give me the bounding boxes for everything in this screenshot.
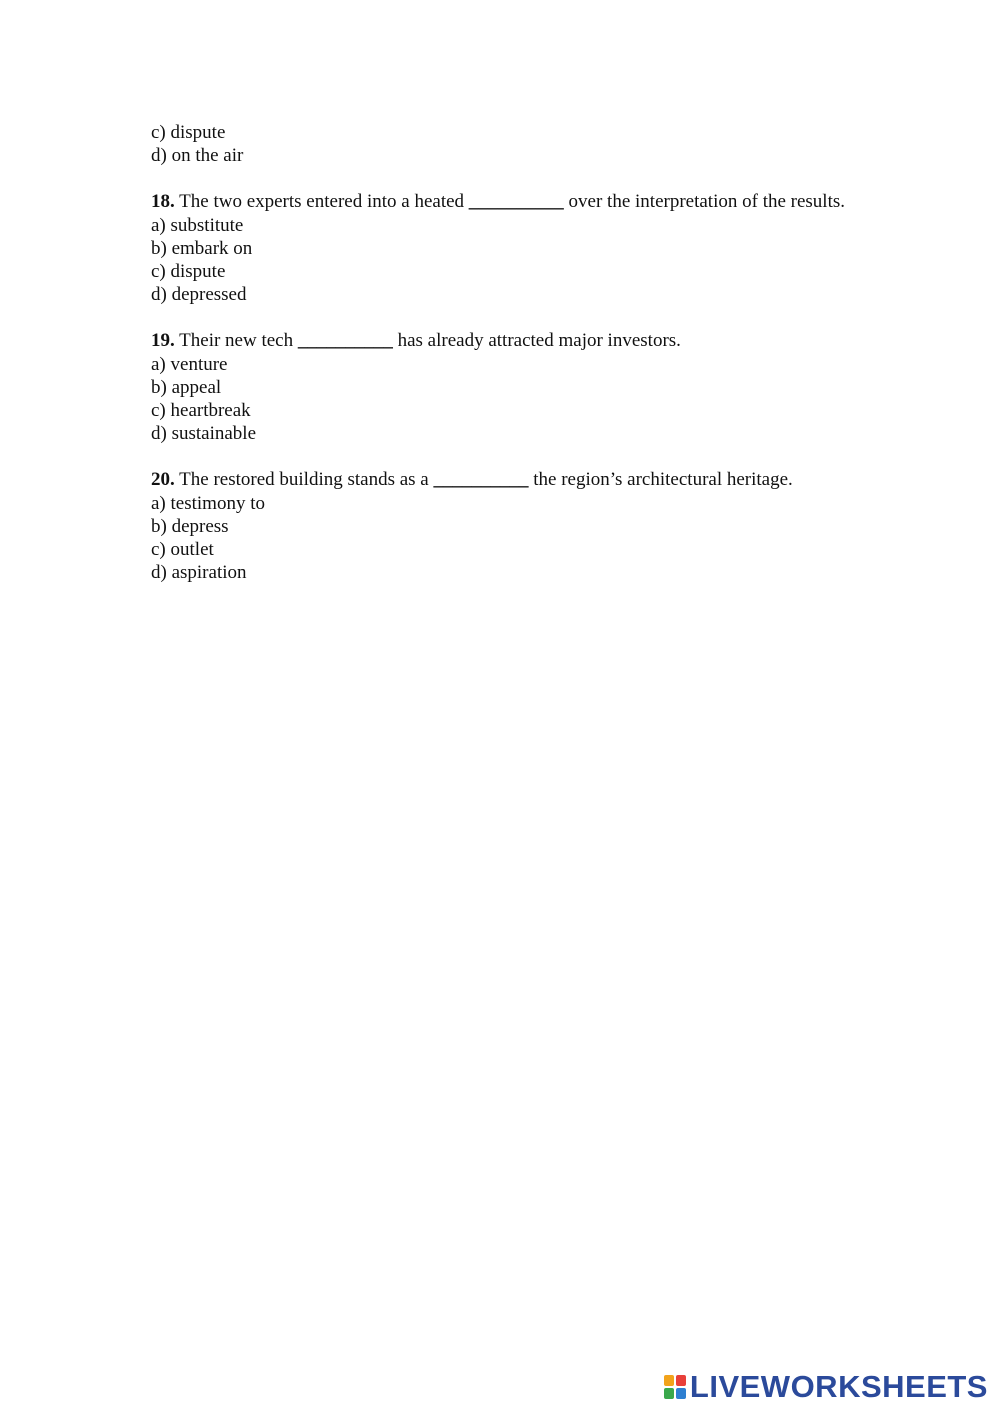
option-19-c: c) heartbreak bbox=[151, 400, 251, 422]
option-18-a: a) substitute bbox=[151, 214, 244, 236]
question-number: 20. bbox=[151, 469, 175, 491]
question-19 bbox=[151, 329, 851, 445]
option-18-b: b) embark on bbox=[151, 237, 253, 259]
option-20-c: c) outlet bbox=[151, 539, 214, 561]
question-text-after: the region’s architectural heritage. bbox=[528, 469, 793, 491]
question-19-stem bbox=[151, 329, 851, 352]
liveworksheets-logo bbox=[664, 1370, 988, 1404]
question-text-after: over the interpretation of the results. bbox=[563, 191, 846, 213]
question-number: 19. bbox=[151, 330, 175, 352]
option-17-d: d) on the air bbox=[151, 145, 244, 167]
question-18 bbox=[151, 190, 851, 306]
icon-cell-2 bbox=[676, 1375, 686, 1386]
option-20-d: d) aspiration bbox=[151, 562, 247, 584]
option-18-c: c) dispute bbox=[151, 261, 226, 283]
icon-cell-4 bbox=[676, 1388, 686, 1399]
option-17-c: c) dispute bbox=[151, 122, 226, 143]
question-text-before: The two experts entered into a heated bbox=[174, 191, 469, 213]
option-18-d: d) depressed bbox=[151, 284, 247, 306]
question-text-after: has already attracted major investors. bbox=[392, 330, 681, 352]
option-19-a: a) venture bbox=[151, 353, 228, 375]
liveworksheets-grid-icon bbox=[664, 1375, 686, 1399]
answer-blank: __________ bbox=[433, 469, 529, 491]
question-number: 18. bbox=[151, 191, 175, 213]
logo-text: LIVEWORKSHEETS bbox=[689, 1369, 988, 1404]
option-20-b: b) depress bbox=[151, 515, 229, 537]
option-20-a: a) testimony to bbox=[151, 492, 265, 514]
question-text-before: The restored building stands as a bbox=[174, 469, 434, 491]
question-17-continued bbox=[151, 121, 851, 167]
question-20-stem bbox=[151, 468, 851, 491]
answer-blank: __________ bbox=[297, 330, 393, 352]
option-19-b: b) appeal bbox=[151, 376, 222, 398]
question-text-before: Their new tech bbox=[174, 330, 298, 352]
icon-cell-3 bbox=[664, 1388, 674, 1399]
icon-cell-1 bbox=[664, 1375, 674, 1386]
question-20 bbox=[151, 468, 851, 584]
option-19-d: d) sustainable bbox=[151, 423, 257, 445]
worksheet-page bbox=[151, 121, 851, 584]
question-18-stem bbox=[151, 190, 851, 213]
answer-blank: __________ bbox=[468, 191, 564, 213]
